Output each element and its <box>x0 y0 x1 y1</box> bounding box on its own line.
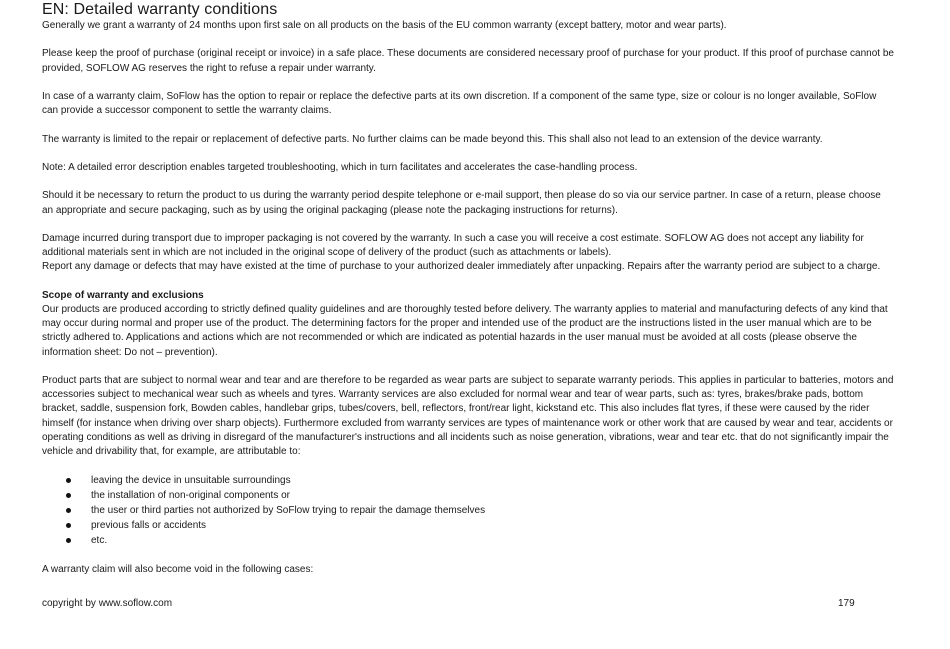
bullet-icon <box>66 523 71 528</box>
list-item <box>42 503 894 518</box>
bullet-icon <box>66 493 71 498</box>
list-item-text: etc. <box>91 535 108 547</box>
list-item-text: the user or third parties not authorized by SoFlow trying to repair the damage themselves <box>91 505 486 517</box>
paragraph-proof-of-purchase: Please keep the proof of purchase (original receipt or invoice) in a safe place. These documents are considered necessary proof of purchase for your product. If this proof of purchase cannot be provided, SOFLOW AG reserves the right to refuse a repair under warranty. <box>42 48 894 74</box>
paragraph-warranty-limit: The warranty is limited to the repair or replacement of defective parts. No further claims can be made beyond this. This shall also not lead to an extension of the device warranty. <box>42 133 823 145</box>
list-item-text: previous falls or accidents <box>91 520 207 532</box>
paragraph-warranty-claim: In case of a warranty claim, SoFlow has the option to repair or replace the defective parts at its own discretion. If a component of the same type, size or colour is no longer available, SoFlow can provide a successor component to settle the warranty claims. <box>42 90 877 117</box>
paragraph-warranty-period: Generally we grant a warranty of 24 months upon first sale on all products on the basis of the EU common warranty (except battery, motor and wear parts). <box>42 20 727 31</box>
bullet-icon <box>66 508 71 513</box>
list-item-text: the installation of non-original components or <box>91 490 291 502</box>
list-item <box>42 518 894 533</box>
list-item <box>42 473 894 488</box>
list-item-text: leaving the device in unsuitable surroundings <box>91 475 291 487</box>
exclusion-list <box>42 473 894 548</box>
footer-page-number: 179 <box>838 598 855 609</box>
list-item <box>42 533 894 548</box>
paragraph-scope: Our products are produced according to strictly defined quality guidelines and are thoroughly tested before delivery. The warranty applies to material and manufacturing defects of any kind that may occur during normal and proper use of the product. The determining factors for the proper and intended use of the product are the instructions listed in the user manual which are to be strictly adhered to. Applications and actions which are not recommended or which are indicated as potential hazards in the user manual must be avoided at all costs (please observe the information sheet: Do not – prevention). <box>42 303 888 358</box>
page-title: EN: Detailed warranty conditions <box>42 1 278 18</box>
paragraph-void-cases: A warranty claim will also become void in the following cases: <box>42 563 314 575</box>
paragraph-transport-damage: Damage incurred during transport due to improper packaging is not covered by the warranty. In such a case you will receive a cost estimate. SOFLOW AG does not accept any liability for additional materials sent in which are not included in the original scope of delivery of the product (such as attachments or labels). <box>42 232 864 259</box>
list-item <box>42 488 894 503</box>
paragraph-report-damage: Report any damage or defects that may have existed at the time of purchase to your authorized dealer immediately after unpacking. Repairs after the warranty period are subject to a charge. <box>42 261 881 273</box>
paragraph-return: Should it be necessary to return the product to us during the warranty period despite telephone or e-mail support, then please do so via our service partner. In case of a return, please choose an appropriate and secure packaging, such as by using the original packaging (please note the packaging instructions for returns). <box>42 190 881 216</box>
footer-copyright: copyright by www.soflow.com <box>42 598 173 609</box>
bullet-icon <box>66 478 71 483</box>
bullet-icon <box>66 538 71 543</box>
paragraph-note: Note: A detailed error description enables targeted troubleshooting, which in turn facilitates and accelerates the case-handling process. <box>42 161 638 173</box>
paragraph-wear-parts: Product parts that are subject to normal wear and tear and are therefore to be regarded as wear parts are subject to separate warranty periods. This applies in particular to batteries, motors and accessories subject to mechanical wear such as wheels and tyres. Warranty services are also excluded for normal wear and tear of wear parts, such as: tyres, brakes/brake pads, bottom bracket, saddle, suspension fork, Bowden cables, handlebar grips, tubes/covers, bell, reflectors, front/rear light, kickstand etc. This also includes flat tyres, if these were caused by the rider himself (for instance when driving over sharp objects). Furthermore excluded from warranty services are types of maintenance work or other work that are caused by wear and tear, accidents or operating conditions as well as driving in disregard of the manufacturer's instructions and all incidents such as noise generation, vibrations, wear and tear etc. that do not significantly impair the vehicle and drivability that, for example, are attributable to: <box>42 374 894 457</box>
document-page <box>42 0 894 577</box>
section-heading-scope: Scope of warranty and exclusions <box>42 289 204 301</box>
